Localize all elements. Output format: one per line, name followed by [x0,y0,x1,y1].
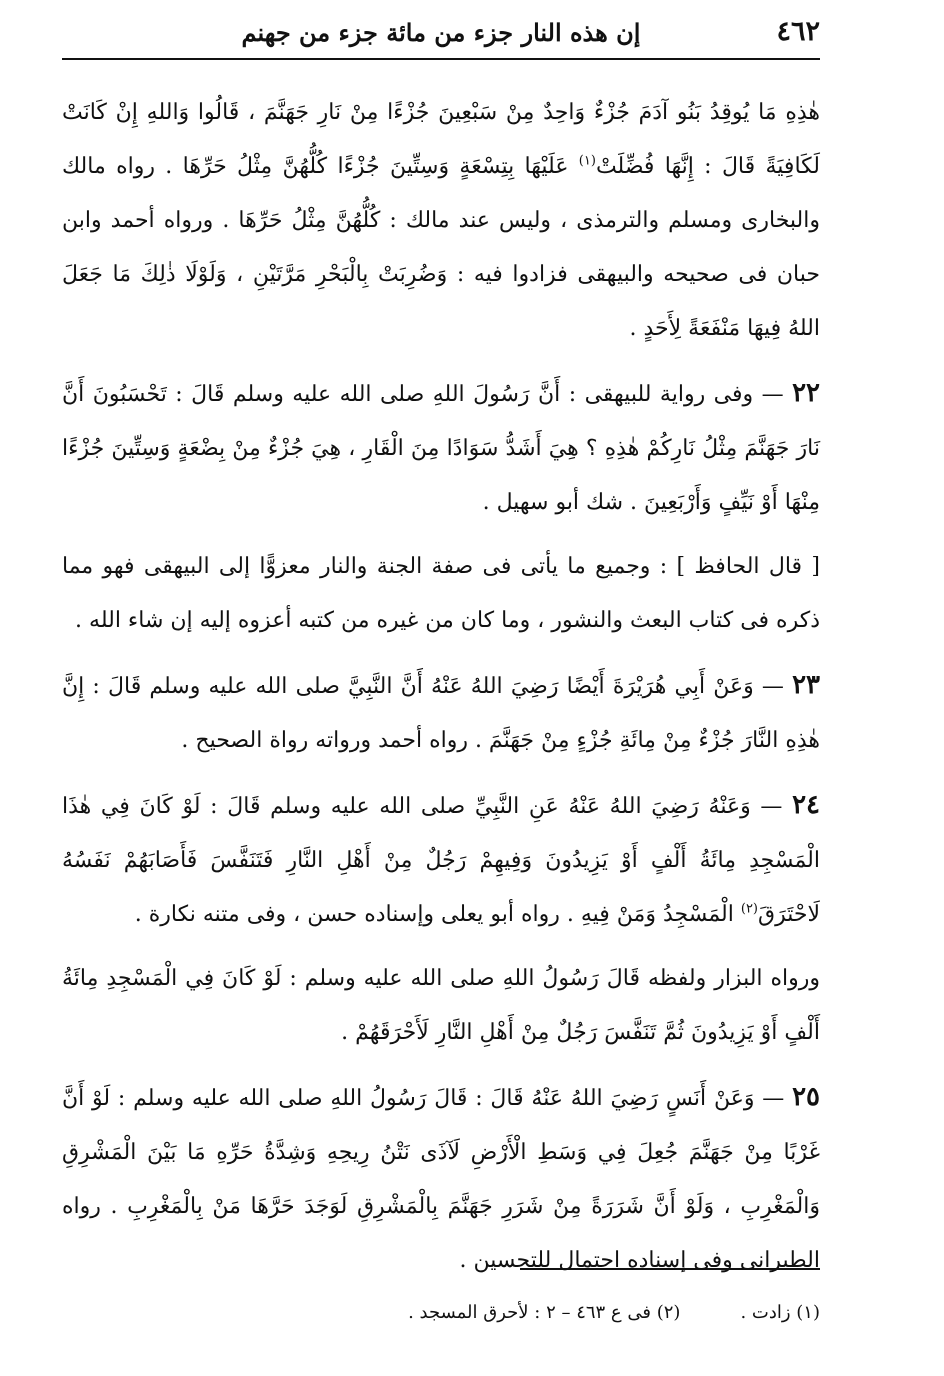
footnote-1: (١) زادت . [740,1302,820,1323]
page-number: ٤٦٢ [776,16,820,47]
hafiz-note [62,540,820,648]
hadith-number: ٢٤ [792,790,820,820]
page-body [62,86,820,1288]
paragraph-text: ورواه البزار ولفظه قَالَ رَسُولُ اللهِ صلى الله عليه وسلم : لَوْ كَانَ فِي الْمَسْجِدِ مِائَةُ أَلْفٍ أَوْ يَزِيدُونَ ثُمَّ تَنَفَّسَ رَجُلٌ مِنْ أَهْلِ النَّارِ لَأَحْرَقَهُمْ . [62,966,820,1045]
hadith-number: ٢٥ [792,1082,820,1112]
paragraph-text: — وَعَنْهُ رَضِيَ اللهُ عَنْهُ عَنِ النَّبِيِّ صلى الله عليه وسلم قَالَ : لَوْ كَانَ فِي هٰذَا الْمَسْجِدِ مِائَةُ أَلْفٍ أَوْ يَزِيدُونَ وَفِيهِمْ رَجُلٌ مِنْ أَهْلِ النَّارِ فَتَنَفَّسَ فَأَصَابَهُمْ نَفَسُهُ لَاحْتَرَقَ [62,794,820,927]
hadith-number: ٢٢ [792,378,820,408]
hadith-25 [62,1070,820,1288]
footnote-2: (٢) فى ع ٤٦٣ – ٢ : لأحرق المسجد . [408,1302,681,1323]
book-page [62,10,820,1360]
paragraph-continuation [62,86,820,356]
paragraph-text: [ قال الحافظ ] : وجميع ما يأتى فى صفة الجنة والنار معزوًّا إلى البيهقى فهو مما ذكره فى كتاب البعث والنشور ، وما كان من غيره من كتبه أعزوه إليه إن شاء الله . [62,554,820,633]
footnote-separator [520,1268,820,1270]
hadith-22 [62,366,820,530]
paragraph-text-cont: الْمَسْجِدُ وَمَنْ فِيهِ . رواه أبو يعلى وإسناده حسن ، وفى متنه نكارة . [134,902,741,927]
footnote-ref-2: (٢) [740,901,758,917]
bazzar-variant [62,952,820,1060]
paragraph-text: — وَعَنْ أَنَسٍ رَضِيَ اللهُ عَنْهُ قَالَ : قَالَ رَسُولُ اللهِ صلى الله عليه وسلم : لَوْ أَنَّ غَرْبًا مِنْ جَهَنَّمَ جُعِلَ فِي وَسَطِ الْأَرْضِ لَآذَى نَتْنُ رِيحِهِ وَشِدَّةُ حَرِّهِ مَا بَيْنَ الْمَشْرِقِ وَالْمَغْرِبِ ، وَلَوْ أَنَّ شَرَرَةً مِنْ شَرَرِ جَهَنَّمَ بِالْمَشْرِقِ لَوَجَدَ حَرَّهَا مَنْ بِالْمَغْرِبِ . رواه الطبرانى وفى إسناده احتمال للتحسين . [62,1086,820,1273]
paragraph-text-cont: عَلَيْهَا بِتِسْعَةٍ وَسِتِّينَ جُزْءًا كُلُّهُنَّ مِثْلُ حَرِّهَا . رواه مالك والبخارى ومسلم والترمذى ، وليس عند مالك : كُلُّهُنَّ مِثْلُ حَرِّهَا . ورواه أحمد وابن حبان فى صحيحه والبيهقى فزادوا فيه : وَضُرِبَتْ بِالْبَحْرِ مَرَّتَيْنِ ، وَلَوْلَا ذٰلِكَ مَا جَعَلَ اللهُ فِيهَا مَنْفَعَةً لِأَحَدٍ . [62,154,820,341]
hadith-number: ٢٣ [792,670,820,700]
paragraph-text: — وَعَنْ أَبِي هُرَيْرَةَ أَيْضًا رَضِيَ اللهُ عَنْهُ أَنَّ النَّبِيَّ صلى الله عليه وسلم قَالَ : إِنَّ هٰذِهِ النَّارَ جُزْءٌ مِنْ مِائَةِ جُزْءٍ مِنْ جَهَنَّمَ . رواه أحمد ورواته رواة الصحيح . [62,674,820,753]
hadith-23 [62,658,820,768]
paragraph-text: — وفى رواية للبيهقى : أَنَّ رَسُولَ اللهِ صلى الله عليه وسلم قَالَ : تَحْسَبُونَ أَنَّ نَارَ جَهَنَّمَ مِثْلُ نَارِكُمْ هٰذِهِ ؟ هِيَ أَشَدُّ سَوَادًا مِنَ الْقَارِ ، هِيَ جُزْءٌ مِنْ بِضْعَةٍ وَسِتِّينَ جُزْءًا مِنْهَا أَوْ نَيِّفٍ وَأَرْبَعِينَ . شك أبو سهيل . [62,382,820,515]
running-title: إن هذه النار جزء من مائة جزء من جهنم [241,18,641,47]
footnotes [62,1302,820,1323]
page-header [62,10,820,60]
hadith-24 [62,778,820,942]
footnote-ref-1: (١) [578,153,596,169]
paragraph-text: هٰذِهِ مَا يُوقِدُ بَنُو آدَمَ جُزْءٌ وَاحِدٌ مِنْ سَبْعِينَ جُزْءًا مِنْ نَارِ جَهَنَّمَ ، قَالُوا وَاللهِ إِنْ كَانَتْ لَكَافِيَةً قَالَ : إِنَّهَا فُضِّلَتْ [62,100,820,179]
